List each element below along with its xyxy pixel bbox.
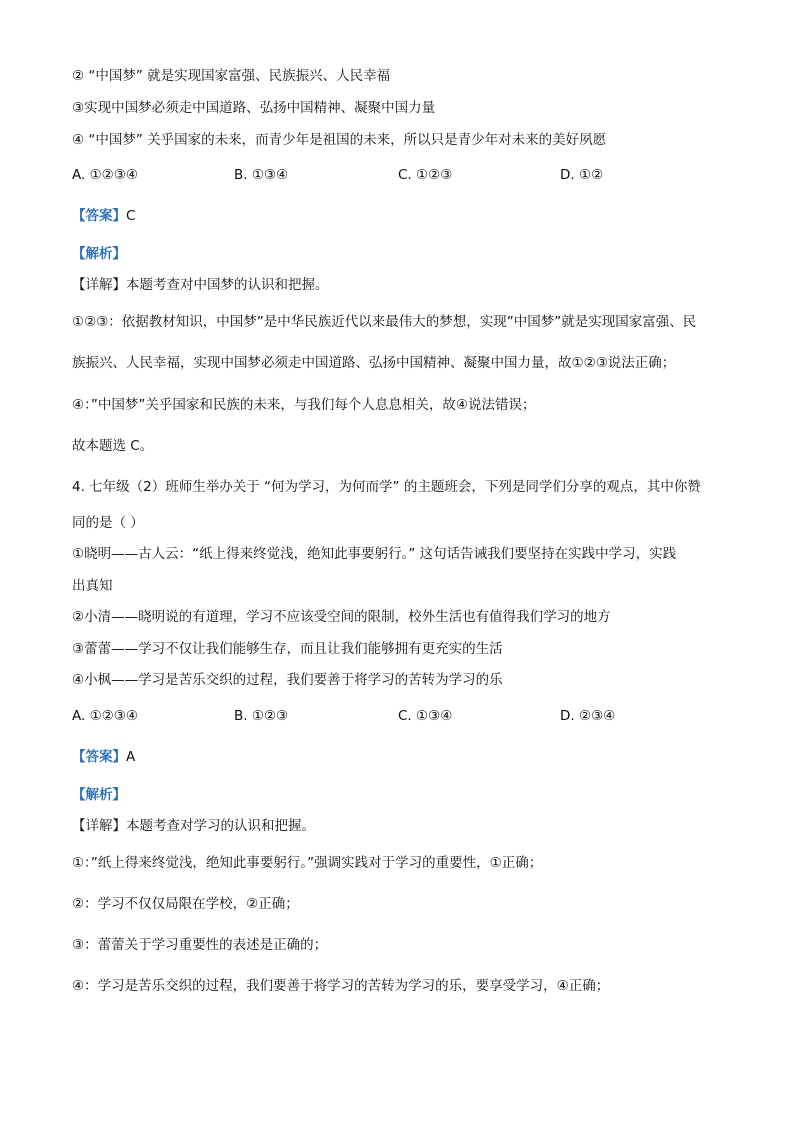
q3-statement-2: ② “中国梦” 就是实现国家富强、民族振兴、人民幸福 xyxy=(72,68,391,84)
q4-statement-4: ④小枫——学习是苦乐交织的过程，我们要善于将学习的苦转为学习的乐 xyxy=(72,672,503,688)
q4-stem-line-1: 4. 七年级（2）班师生举办关于 “何为学习，为何而学” 的主题班会，下列是同学们分享的观点，其中你赞 xyxy=(72,479,701,495)
q4-analysis xyxy=(72,786,126,804)
q3-answer-label: 【答案】 xyxy=(72,208,126,224)
q3-option-d: D. ①② xyxy=(560,167,604,183)
q4-analysis-label: 【解析】 xyxy=(72,787,126,803)
q4-detail-label: 【详解】 xyxy=(72,818,126,834)
q3-explanation-1-line-1: ①②③：依据教材知识，中国梦”是中华民族近代以来最伟大的梦想，实现”中国梦”就是实现国家富强、民 xyxy=(72,314,697,330)
q4-statement-1-line-2: 出真知 xyxy=(72,578,113,594)
q4-answer xyxy=(72,748,135,766)
q4-options xyxy=(72,707,722,725)
q3-answer xyxy=(72,207,135,225)
q4-detail-text: 本题考查对学习的认识和把握。 xyxy=(126,818,315,834)
q4-statement-2: ②小清——晓明说的有道理，学习不应该受空间的限制，校外生活也有值得我们学习的地方 xyxy=(72,609,611,625)
q3-option-b: B. ①③④ xyxy=(234,167,289,183)
q3-statement-3: ③实现中国梦必须走中国道路、弘扬中国精神、凝聚中国力量 xyxy=(72,100,436,116)
q4-option-d: D. ②③④ xyxy=(560,708,616,724)
q3-conclusion: 故本题选 C。 xyxy=(72,438,154,454)
q3-detail xyxy=(72,276,329,294)
q4-explanation-1: ①：”纸上得来终觉浅，绝知此事要躬行。”强调实践对于学习的重要性，①正确； xyxy=(72,855,543,871)
q3-explanation-2: ④：”中国梦”关乎国家和民族的未来，与我们每个人息息相关，故④说法错误； xyxy=(72,397,536,413)
q4-statement-1-line-1: ①晓明——古人云：“纸上得来终觉浅，绝知此事要躬行。” 这句话告诫我们要坚持在实践中学习，实践 xyxy=(72,546,677,562)
q4-statement-3: ③蕾蕾——学习不仅让我们能够生存，而且让我们能够拥有更充实的生活 xyxy=(72,641,503,657)
q4-answer-value: A xyxy=(126,749,136,765)
q4-explanation-3: ③：蕾蕾关于学习重要性的表述是正确的； xyxy=(72,937,328,953)
q3-answer-value: C xyxy=(126,208,136,224)
q4-option-a: A. ①②③④ xyxy=(72,708,138,724)
q3-option-c: C. ①②③ xyxy=(398,167,453,183)
q3-options xyxy=(72,166,722,184)
q3-option-a: A. ①②③④ xyxy=(72,167,138,183)
q4-explanation-2: ②：学习不仅仅局限在学校，②正确； xyxy=(72,896,299,912)
q4-answer-label: 【答案】 xyxy=(72,749,126,765)
q3-detail-label: 【详解】 xyxy=(72,277,126,293)
q3-statement-4: ④ “中国梦” 关乎国家的未来，而青少年是祖国的未来，所以只是青少年对未来的美好夙愿 xyxy=(72,132,607,148)
q3-explanation-1-line-2: 族振兴、人民幸福，实现中国梦必须走中国道路、弘扬中国精神、凝聚中国力量，故①②③说法正确； xyxy=(72,355,676,371)
q4-option-c: C. ①③④ xyxy=(398,708,453,724)
q4-detail xyxy=(72,817,315,835)
q3-analysis xyxy=(72,245,126,263)
q4-explanation-4: ④：学习是苦乐交织的过程，我们要善于将学习的苦转为学习的乐，要享受学习，④正确； xyxy=(72,978,610,994)
q4-stem-line-2: 同的是（ ） xyxy=(72,515,144,531)
q3-detail-text: 本题考查对中国梦的认识和把握。 xyxy=(126,277,329,293)
q4-option-b: B. ①②③ xyxy=(234,708,289,724)
q3-analysis-label: 【解析】 xyxy=(72,246,126,262)
